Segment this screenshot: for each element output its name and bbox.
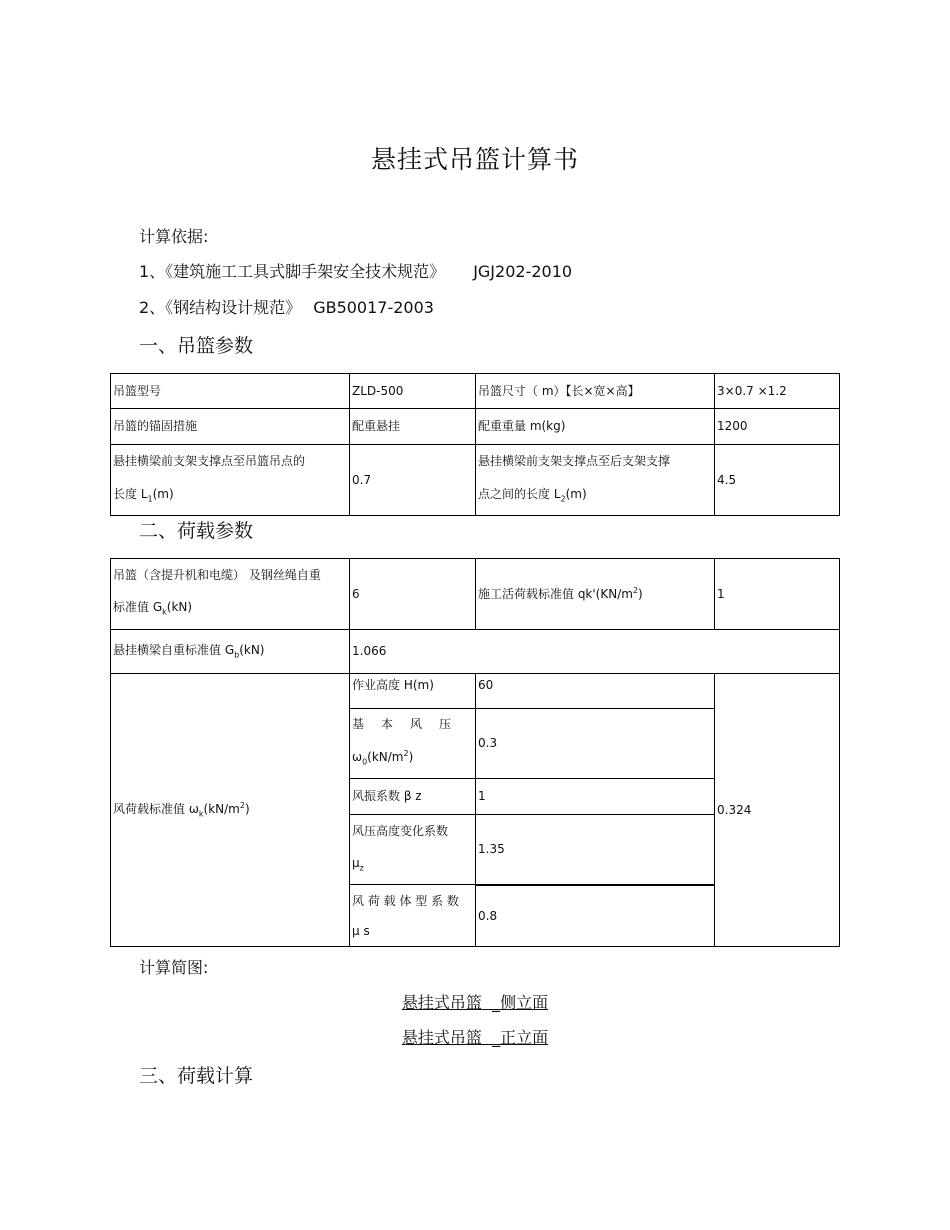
param-label xyxy=(350,709,476,779)
param-label xyxy=(111,630,350,674)
basis-heading: 计算依据: xyxy=(139,227,209,246)
param-label-line2: μ s xyxy=(352,923,370,938)
label-text: 施工活荷载标准值 qk'(KN/m xyxy=(478,587,633,601)
load-params-table xyxy=(110,558,840,947)
param-value: 0.3 xyxy=(476,709,715,779)
superscript: 2 xyxy=(632,586,639,595)
param-label-line1: 悬挂横梁前支架支撑点至吊篮吊点的 xyxy=(113,454,306,468)
wind-load-result: 0.324 xyxy=(715,674,840,947)
param-value: 4.5 xyxy=(715,445,840,516)
basket-params-table xyxy=(110,373,840,516)
param-label-line1: 风压高度变化系数 xyxy=(352,824,449,838)
subscript: k xyxy=(162,607,167,617)
section1-heading: 一、吊篮参数 xyxy=(139,335,254,357)
param-label: 吊篮尺寸（ m）【长×宽×高】 xyxy=(476,374,715,409)
front-elevation-link[interactable]: 悬挂式吊篮 _正立面 xyxy=(401,1028,549,1047)
param-label-line1: 吊篮（含提升机和电缆） 及钢丝绳自重 xyxy=(113,568,321,583)
label-unit: (m) xyxy=(565,487,587,501)
param-value: 1200 xyxy=(715,409,840,445)
label-text: 风荷载标准值 ω xyxy=(113,802,199,816)
param-label: 风振系数 β z xyxy=(350,779,476,815)
param-value: 1.066 xyxy=(350,630,840,674)
basis-item-1 xyxy=(139,259,572,282)
link-text[interactable]: 侧立面 xyxy=(500,993,549,1012)
param-label-line1: 风 荷 载 体 型 系 数 xyxy=(352,893,459,908)
table-row xyxy=(111,374,840,409)
label-unit: (m) xyxy=(152,487,174,501)
wind-load-label xyxy=(111,674,350,947)
param-label: 配重重量 m(kg) xyxy=(476,409,715,445)
param-label: 吊篮型号 xyxy=(111,374,350,409)
label-text: μ xyxy=(352,856,360,870)
label-text: ω xyxy=(352,750,363,765)
label-unit: (kN/m xyxy=(203,802,240,816)
param-value: 60 xyxy=(476,674,715,709)
label-text: 悬挂横梁自重标准值 G xyxy=(113,642,235,657)
table-row xyxy=(111,630,840,674)
param-label xyxy=(111,559,350,630)
param-value: 1.35 xyxy=(476,815,715,885)
diagram-heading: 计算简图: xyxy=(139,958,209,977)
section2-heading: 二、荷载参数 xyxy=(139,520,254,542)
param-label: 作业高度 H(m) xyxy=(350,674,476,709)
table-row xyxy=(111,445,840,516)
link-text[interactable]: 悬挂式吊篮 xyxy=(401,1028,482,1047)
label-text: 长度 L xyxy=(113,487,148,501)
param-value: ZLD-500 xyxy=(350,374,476,409)
basis-item-2-name: 2、《钢结构设计规范》 xyxy=(139,298,302,317)
param-label-line2 xyxy=(113,478,347,515)
subscript: 2 xyxy=(560,494,566,504)
param-value: 6 xyxy=(350,559,476,630)
subscript: z xyxy=(359,863,364,873)
basis-item-1-name: 1、《建筑施工工具式脚手架安全技术规范》 xyxy=(139,262,446,281)
param-label-line2 xyxy=(352,739,473,777)
label-unit: (kN) xyxy=(166,600,193,615)
label-unit: (kN) xyxy=(239,642,265,657)
table-row xyxy=(111,674,840,709)
param-label xyxy=(350,885,476,947)
basis-item-1-code: JGJ202-2010 xyxy=(473,262,573,281)
label-unit-close: ) xyxy=(408,750,414,765)
label-unit-close: ) xyxy=(244,802,250,816)
superscript: 2 xyxy=(239,801,245,810)
param-label-line2 xyxy=(113,591,347,628)
param-value: 配重悬挂 xyxy=(350,409,476,445)
param-label-line1: 悬挂横梁前支架支撑点至后支架支撑 xyxy=(478,454,671,468)
param-label xyxy=(476,559,715,630)
link-text[interactable]: 正立面 xyxy=(500,1028,549,1047)
param-label xyxy=(476,445,715,516)
label-text: 点之间的长度 L xyxy=(478,487,561,501)
subscript: 0 xyxy=(362,757,368,767)
subscript: b xyxy=(234,650,240,660)
param-label-line2 xyxy=(352,847,473,884)
side-elevation-link[interactable]: 悬挂式吊篮 _侧立面 xyxy=(401,993,549,1012)
label-text: 标准值 G xyxy=(113,600,163,615)
label-unit: ) xyxy=(638,587,643,601)
subscript: 1 xyxy=(147,494,153,504)
basis-item-2-code: GB50017-2003 xyxy=(313,298,434,317)
label-unit: (kN/m xyxy=(367,750,404,765)
param-value: 0.7 xyxy=(350,445,476,516)
superscript: 2 xyxy=(403,749,409,759)
param-value: 0.8 xyxy=(476,885,715,947)
subscript: k xyxy=(198,809,204,819)
param-label-line1: 基 本 风 压 xyxy=(352,717,458,732)
section3-heading: 三、荷载计算 xyxy=(139,1065,254,1087)
table-row xyxy=(111,409,840,445)
param-label-line2 xyxy=(478,478,712,515)
basis-item-2 xyxy=(139,295,434,318)
param-label xyxy=(350,815,476,885)
document-title: 悬挂式吊篮计算书 xyxy=(370,145,579,174)
param-value: 3×0.7 ×1.2 xyxy=(715,374,840,409)
table-row xyxy=(111,559,840,630)
param-label xyxy=(111,445,350,516)
param-label: 吊篮的锚固措施 xyxy=(111,409,350,445)
param-value: 1 xyxy=(476,779,715,815)
param-value: 1 xyxy=(715,559,840,630)
link-text[interactable]: 悬挂式吊篮 xyxy=(401,993,482,1012)
